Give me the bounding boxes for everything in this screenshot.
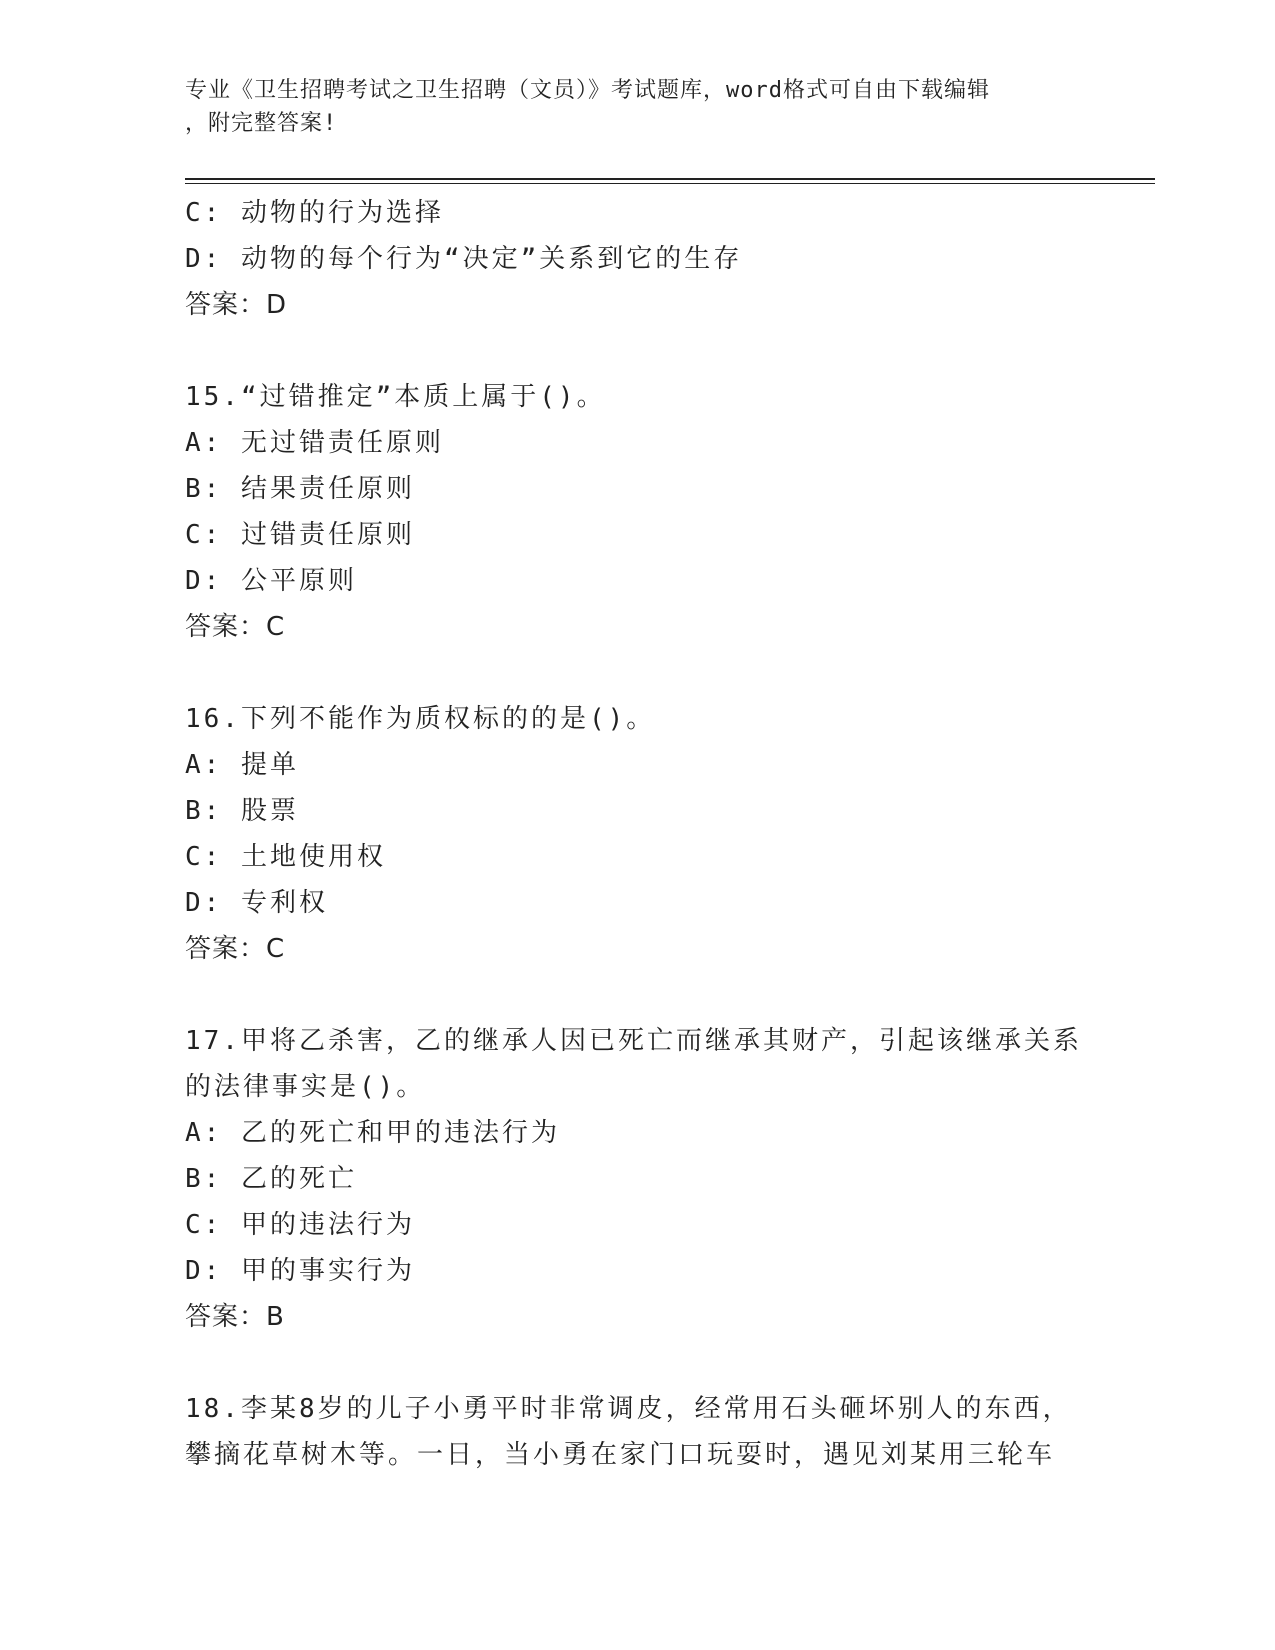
document-body <box>185 190 1085 1478</box>
answer: 答案：D <box>185 290 288 320</box>
answer: 答案：C <box>185 612 286 642</box>
option-d: D: 甲的事实行为 <box>185 1256 415 1286</box>
spacer <box>185 650 1085 696</box>
question-14 <box>185 190 1085 328</box>
option-b: B: 股票 <box>185 796 299 826</box>
option-c: C: 土地使用权 <box>185 842 386 872</box>
answer: 答案：B <box>185 1302 285 1332</box>
spacer <box>185 328 1085 374</box>
question-17 <box>185 1018 1085 1340</box>
answer: 答案：C <box>185 934 286 964</box>
option-d: D: 专利权 <box>185 888 328 918</box>
question-stem-line-1: 18.李某8岁的儿子小勇平时非常调皮，经常用石头砸坏别人的东西， <box>185 1394 1072 1424</box>
header-line-2: ，附完整答案! <box>185 111 338 136</box>
question-16 <box>185 696 1085 972</box>
option-d: D: 动物的每个行为“决定”关系到它的生存 <box>185 244 743 274</box>
header-rule-thin <box>185 183 1155 184</box>
option-a: A: 乙的死亡和甲的违法行为 <box>185 1118 560 1148</box>
question-stem: 16.下列不能作为质权标的的是()。 <box>185 704 656 734</box>
option-b: B: 结果责任原则 <box>185 474 415 504</box>
question-stem-line-1: 17.甲将乙杀害，乙的继承人因已死亡而继承其财产，引起该继承关系 <box>185 1026 1082 1056</box>
option-c: C: 过错责任原则 <box>185 520 415 550</box>
question-15 <box>185 374 1085 650</box>
spacer <box>185 972 1085 1018</box>
question-stem: 15.“过错推定”本质上属于()。 <box>185 382 606 412</box>
question-stem-line-2: 攀摘花草树木等。一日，当小勇在家门口玩耍时，遇见刘某用三轮车 <box>185 1440 1056 1470</box>
option-a: A: 无过错责任原则 <box>185 428 444 458</box>
question-18 <box>185 1386 1085 1478</box>
option-c: C: 动物的行为选择 <box>185 198 444 228</box>
document-header <box>185 74 1065 140</box>
option-a: A: 提单 <box>185 750 299 780</box>
option-c: C: 甲的违法行为 <box>185 1210 415 1240</box>
header-rule-thick <box>185 178 1155 180</box>
question-stem-line-2: 的法律事实是()。 <box>185 1072 426 1102</box>
option-b: B: 乙的死亡 <box>185 1164 357 1194</box>
option-d: D: 公平原则 <box>185 566 357 596</box>
header-line-1: 专业《卫生招聘考试之卫生招聘（文员）》考试题库，word格式可自由下载编辑 <box>185 78 990 103</box>
spacer <box>185 1340 1085 1386</box>
